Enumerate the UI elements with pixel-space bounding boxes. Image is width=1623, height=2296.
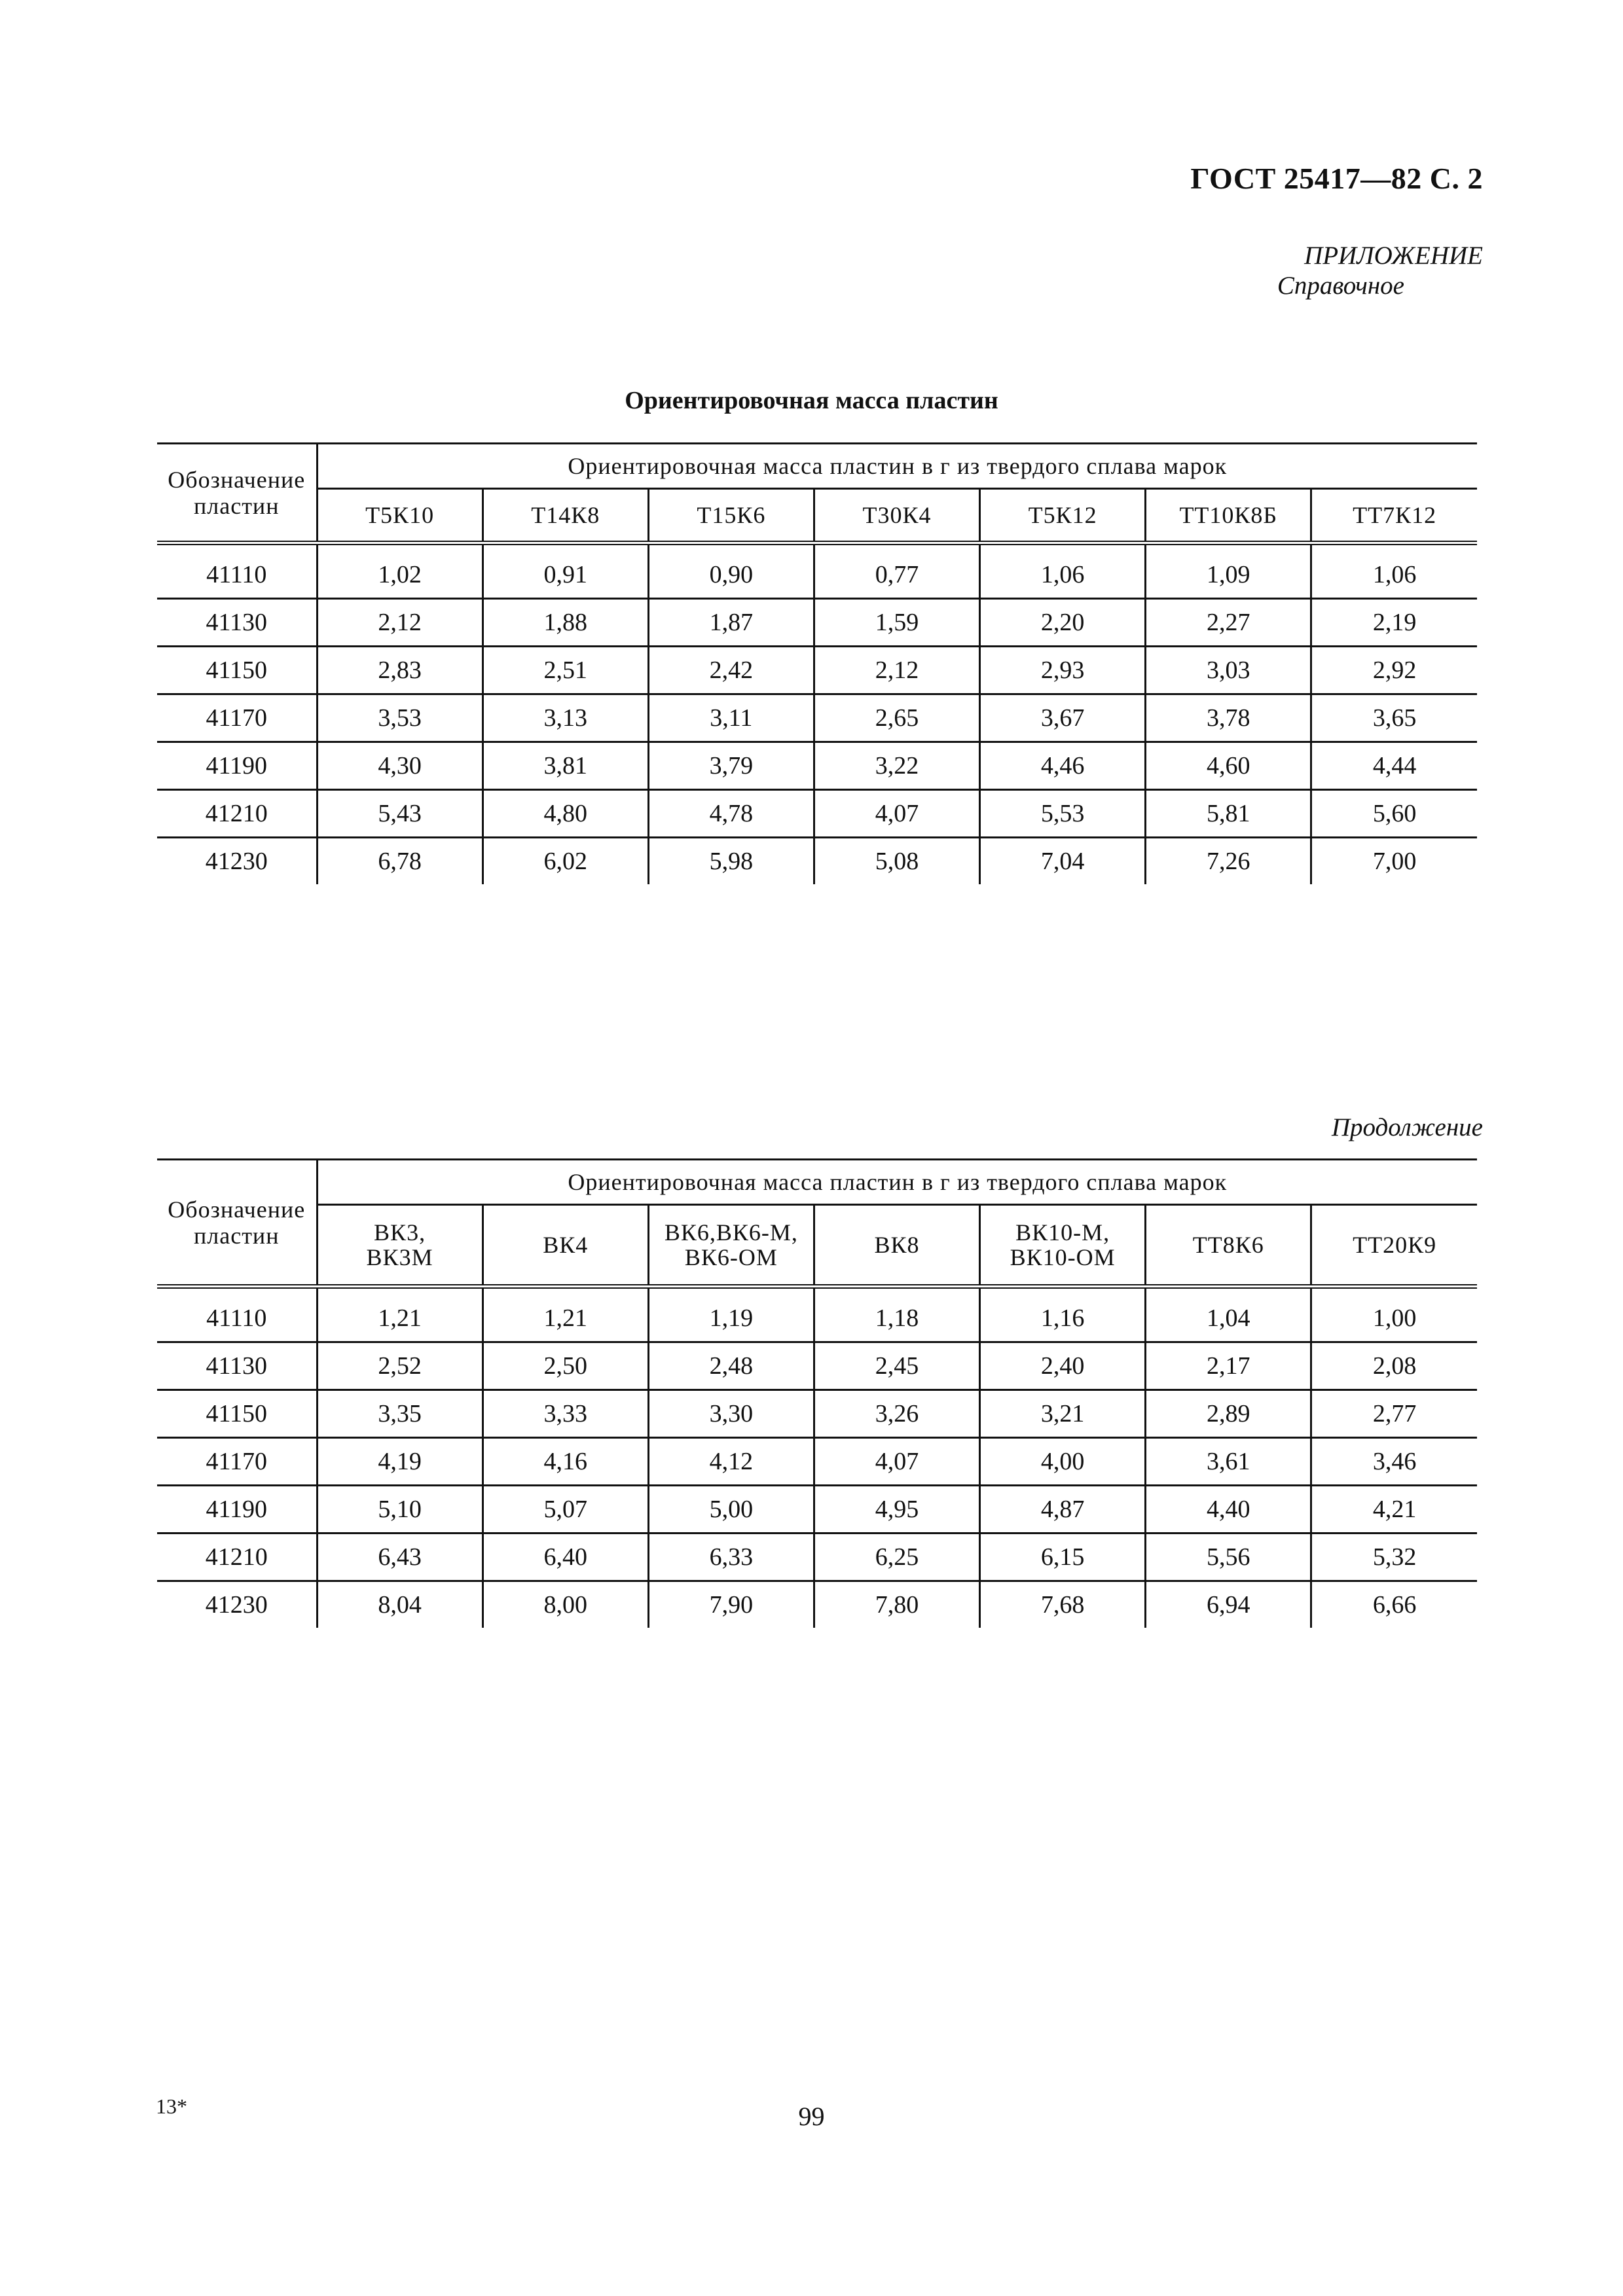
mass-value-cell: 2,27: [1146, 599, 1311, 647]
mass-value-cell: 3,21: [980, 1390, 1146, 1438]
mass-value-cell: 2,51: [483, 647, 648, 694]
mass-value-cell: 2,20: [980, 599, 1146, 647]
table-row: [157, 838, 1477, 885]
table-row: [157, 790, 1477, 838]
mass-value-cell: 5,08: [814, 838, 979, 885]
mass-value-cell: 1,18: [814, 1287, 979, 1342]
mass-value-cell: 0,91: [483, 543, 648, 599]
column-header: [317, 1205, 483, 1287]
mass-value-cell: 1,00: [1311, 1287, 1477, 1342]
plate-designation-cell: 41150: [157, 1390, 317, 1438]
mass-value-cell: 5,32: [1311, 1534, 1477, 1581]
mass-value-cell: 7,26: [1146, 838, 1311, 885]
column-header-line: ТТ8К6: [1192, 1232, 1264, 1258]
group-header: Ориентировочная масса пластин в г из твердого сплава марок: [317, 444, 1477, 489]
column-header: [814, 1205, 979, 1287]
plate-designation-cell: 41110: [157, 543, 317, 599]
row-header-line: пластин: [194, 492, 280, 519]
table-row: [157, 1438, 1477, 1486]
sheet-mark: 13*: [156, 2094, 187, 2118]
mass-value-cell: 3,61: [1146, 1438, 1311, 1486]
column-header-line: ВК10-ОМ: [1010, 1244, 1116, 1270]
plate-designation-cell: 41170: [157, 1438, 317, 1486]
mass-value-cell: 8,00: [483, 1581, 648, 1628]
mass-value-cell: 1,21: [483, 1287, 648, 1342]
row-header-line: Обозначение: [168, 1196, 306, 1223]
plate-designation-cell: 41110: [157, 1287, 317, 1342]
mass-value-cell: 1,87: [648, 599, 814, 647]
plate-designation-cell: 41210: [157, 1534, 317, 1581]
appendix-block: [1277, 241, 1483, 301]
plate-designation-cell: 41170: [157, 694, 317, 742]
mass-table-2: [157, 1158, 1477, 1628]
mass-value-cell: 6,02: [483, 838, 648, 885]
plate-designation-cell: 41230: [205, 1591, 268, 1619]
column-header-line: Т15К6: [697, 502, 766, 528]
table-row: [157, 1581, 1477, 1628]
column-header-line: Т14К8: [531, 502, 600, 528]
mass-value-cell: 1,02: [317, 543, 483, 599]
mass-value-cell: 0,77: [814, 543, 979, 599]
mass-value-cell: 4,44: [1311, 742, 1477, 790]
mass-value-cell: 2,92: [1311, 647, 1477, 694]
mass-value-cell: 1,19: [648, 1287, 814, 1342]
mass-value-cell: 1,06: [980, 543, 1146, 599]
column-header-line: ВК4: [543, 1232, 589, 1258]
mass-value-cell: 5,00: [648, 1486, 814, 1534]
mass-value-cell: 1,21: [317, 1287, 483, 1342]
mass-value-cell: 2,48: [648, 1342, 814, 1390]
mass-value-cell: 6,94: [1146, 1581, 1311, 1628]
mass-value-cell: 2,52: [317, 1342, 483, 1390]
plate-designation-cell: 41150: [157, 647, 317, 694]
mass-value-cell: 3,26: [814, 1390, 979, 1438]
column-header-line: ВК3М: [366, 1244, 433, 1270]
mass-value-cell: 3,65: [1311, 694, 1477, 742]
appendix-label: ПРИЛОЖЕНИЕ: [1304, 242, 1483, 270]
mass-value-cell: 4,40: [1146, 1486, 1311, 1534]
row-header-cell: [157, 444, 317, 543]
mass-value-cell: 4,30: [317, 742, 483, 790]
mass-value-cell: 3,13: [483, 694, 648, 742]
plate-designation-cell: 41190: [157, 742, 317, 790]
mass-value-cell: 3,53: [317, 694, 483, 742]
mass-value-cell: 4,21: [1311, 1486, 1477, 1534]
mass-value-cell: 3,78: [1146, 694, 1311, 742]
mass-value-cell: 5,43: [317, 790, 483, 838]
mass-value-cell: 2,50: [483, 1342, 648, 1390]
group-header: Ориентировочная масса пластин в г из твердого сплава марок: [317, 1160, 1477, 1205]
mass-value-cell: 2,42: [648, 647, 814, 694]
column-header-line: ВК8: [874, 1232, 920, 1258]
mass-value-cell: 7,00: [1311, 838, 1477, 885]
mass-value-cell: 6,43: [317, 1534, 483, 1581]
mass-value-cell: 1,06: [1311, 543, 1477, 599]
mass-value-cell: 2,12: [814, 647, 979, 694]
column-header: [483, 1205, 648, 1287]
table-title: Ориентировочная масса пластин: [625, 387, 998, 414]
mass-value-cell: 1,88: [483, 599, 648, 647]
mass-value-cell: 2,89: [1146, 1390, 1311, 1438]
mass-value-cell: 5,07: [483, 1486, 648, 1534]
mass-value-cell: 5,56: [1146, 1534, 1311, 1581]
mass-table-1: [157, 442, 1477, 884]
continuation-label: Продолжение: [1331, 1113, 1483, 1141]
mass-value-cell: 4,12: [648, 1438, 814, 1486]
mass-value-cell: 3,03: [1146, 647, 1311, 694]
column-header-line: ТТ20К9: [1353, 1232, 1437, 1258]
mass-value-cell: 5,10: [317, 1486, 483, 1534]
table-row: [157, 1342, 1477, 1390]
column-header-line: ВК6,ВК6-М,: [664, 1219, 798, 1246]
mass-value-cell: 3,81: [483, 742, 648, 790]
column-header: [317, 489, 483, 543]
column-header-line: ТТ7К12: [1353, 502, 1437, 528]
mass-value-cell: 2,12: [317, 599, 483, 647]
column-header: [1146, 1205, 1311, 1287]
table-row: [157, 694, 1477, 742]
mass-value-cell: 7,68: [980, 1581, 1146, 1628]
table-row: [157, 1486, 1477, 1534]
mass-value-cell: 6,66: [1311, 1581, 1477, 1628]
mass-value-cell: 3,79: [648, 742, 814, 790]
mass-value-cell: 4,78: [648, 790, 814, 838]
plate-designation-cell: 41130: [157, 599, 317, 647]
column-header: [1311, 1205, 1477, 1287]
mass-value-cell: 0,90: [648, 543, 814, 599]
mass-value-cell: 2,77: [1311, 1390, 1477, 1438]
row-header-cell: [157, 1160, 317, 1287]
row-header-line: пластин: [194, 1222, 280, 1249]
mass-value-cell: 3,35: [317, 1390, 483, 1438]
column-header: [648, 1205, 814, 1287]
mass-value-cell: 4,16: [483, 1438, 648, 1486]
table-row: [157, 1534, 1477, 1581]
mass-value-cell: 4,46: [980, 742, 1146, 790]
column-header-line: ТТ10К8Б: [1179, 502, 1278, 528]
column-header: [814, 489, 979, 543]
column-header: [1146, 489, 1311, 543]
page-number: 99: [798, 2102, 825, 2131]
table-row: [157, 1390, 1477, 1438]
mass-value-cell: 5,98: [648, 838, 814, 885]
column-header: [980, 489, 1146, 543]
mass-value-cell: 4,95: [814, 1486, 979, 1534]
mass-value-cell: 4,19: [317, 1438, 483, 1486]
plate-designation-cell: 41230: [205, 848, 268, 875]
column-header: [483, 489, 648, 543]
mass-value-cell: 4,60: [1146, 742, 1311, 790]
mass-value-cell: 2,40: [980, 1342, 1146, 1390]
plate-designation-cell: 41190: [157, 1486, 317, 1534]
mass-value-cell: 1,04: [1146, 1287, 1311, 1342]
mass-value-cell: 6,33: [648, 1534, 814, 1581]
mass-value-cell: 3,22: [814, 742, 979, 790]
table-row: [157, 742, 1477, 790]
table-row: [157, 543, 1477, 599]
plate-designation-cell: 41130: [157, 1342, 317, 1390]
mass-value-cell: 7,04: [980, 838, 1146, 885]
mass-value-cell: 6,15: [980, 1534, 1146, 1581]
mass-value-cell: 4,80: [483, 790, 648, 838]
mass-value-cell: 3,11: [648, 694, 814, 742]
document-header: ГОСТ 25417—82 С. 2: [1190, 162, 1483, 195]
mass-value-cell: 1,09: [1146, 543, 1311, 599]
column-header: [648, 489, 814, 543]
column-header-line: Т30К4: [862, 502, 932, 528]
mass-value-cell: 4,00: [980, 1438, 1146, 1486]
column-header-line: ВК3,: [374, 1219, 426, 1246]
mass-value-cell: 5,81: [1146, 790, 1311, 838]
mass-value-cell: 2,19: [1311, 599, 1477, 647]
column-header-line: ВК6-ОМ: [684, 1244, 778, 1270]
table-row: [157, 599, 1477, 647]
mass-value-cell: 1,59: [814, 599, 979, 647]
mass-value-cell: 5,53: [980, 790, 1146, 838]
column-header: [1311, 489, 1477, 543]
mass-value-cell: 2,45: [814, 1342, 979, 1390]
appendix-note: Справочное: [1277, 272, 1404, 300]
mass-value-cell: 7,80: [814, 1581, 979, 1628]
mass-value-cell: 3,33: [483, 1390, 648, 1438]
column-header-line: Т5К12: [1028, 502, 1097, 528]
mass-value-cell: 4,07: [814, 790, 979, 838]
mass-value-cell: 1,16: [980, 1287, 1146, 1342]
mass-value-cell: 6,40: [483, 1534, 648, 1581]
column-header-line: ВК10-М,: [1015, 1219, 1110, 1246]
mass-value-cell: 2,83: [317, 647, 483, 694]
mass-value-cell: 3,67: [980, 694, 1146, 742]
table-row: [157, 647, 1477, 694]
table-row: [157, 1287, 1477, 1342]
column-header-line: Т5К10: [365, 502, 435, 528]
mass-value-cell: 3,30: [648, 1390, 814, 1438]
mass-value-cell: 6,25: [814, 1534, 979, 1581]
mass-value-cell: 7,90: [648, 1581, 814, 1628]
mass-value-cell: 4,07: [814, 1438, 979, 1486]
mass-value-cell: 5,60: [1311, 790, 1477, 838]
column-header: [980, 1205, 1146, 1287]
mass-value-cell: 6,78: [317, 838, 483, 885]
row-header-line: Обозначение: [168, 466, 306, 493]
mass-value-cell: 2,93: [980, 647, 1146, 694]
mass-value-cell: 4,87: [980, 1486, 1146, 1534]
mass-value-cell: 3,46: [1311, 1438, 1477, 1486]
mass-value-cell: 8,04: [317, 1581, 483, 1628]
mass-value-cell: 2,08: [1311, 1342, 1477, 1390]
mass-value-cell: 2,65: [814, 694, 979, 742]
mass-value-cell: 2,17: [1146, 1342, 1311, 1390]
plate-designation-cell: 41210: [157, 790, 317, 838]
